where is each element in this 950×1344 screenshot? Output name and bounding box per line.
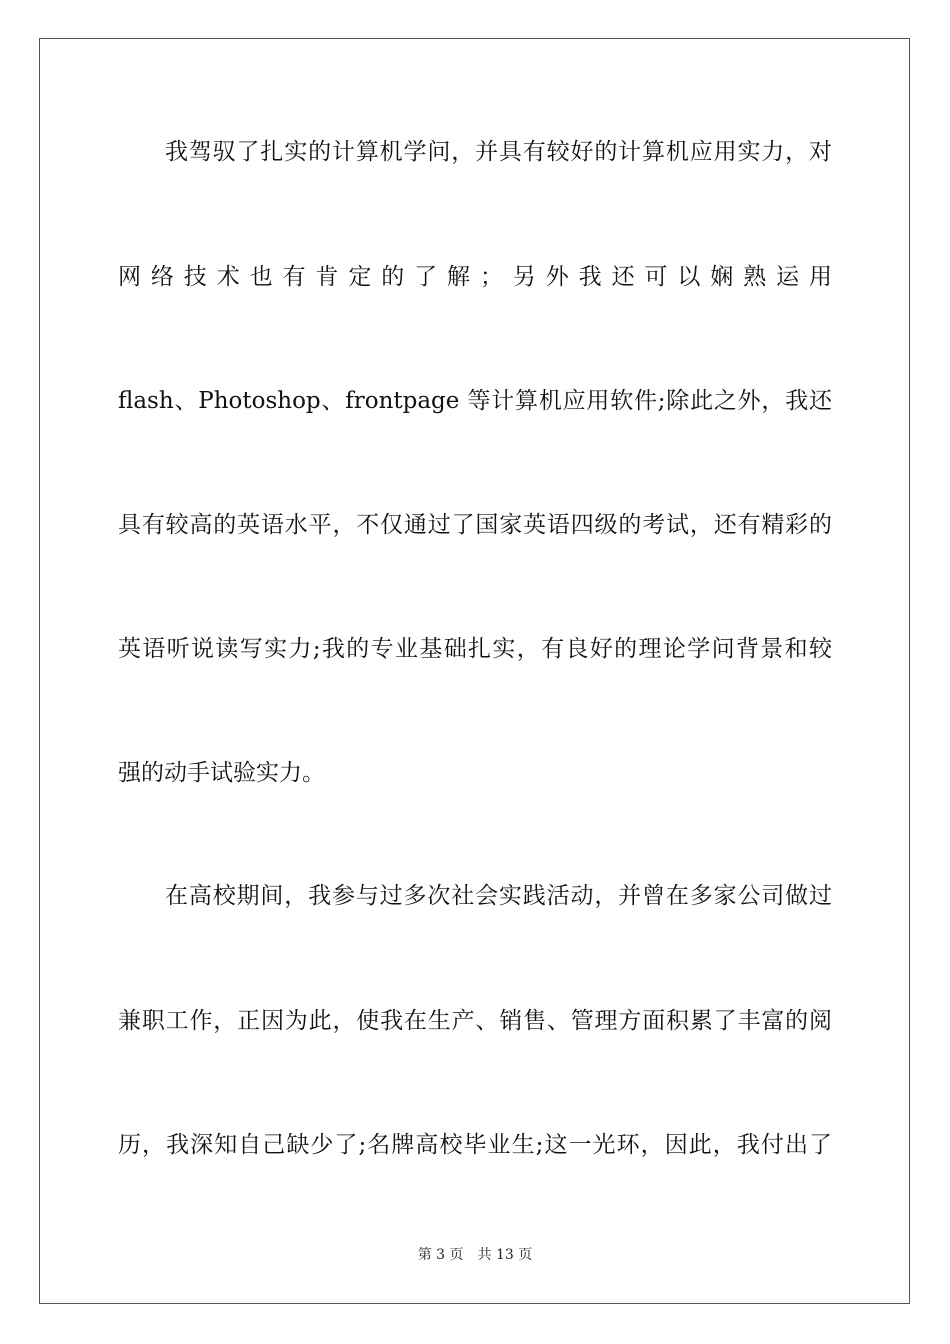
text-line: 历，我深知自己缺少了;名牌高校毕业生;这一光环，因此，我付出了 (118, 1132, 832, 1158)
page-border (39, 38, 910, 1304)
text-line: 在高校期间，我参与过多次社会实践活动，并曾在多家公司做过 (165, 883, 832, 909)
text-line: flash、Photoshop、frontpage 等计算机应用软件;除此之外，我还 (118, 388, 832, 414)
text-line: 具有较高的英语水平，不仅通过了国家英语四级的考试，还有精彩的 (118, 512, 832, 538)
total-pages: 共 13 页 (477, 1247, 533, 1263)
text-line: 我驾驭了扎实的计算机学问，并具有较好的计算机应用实力，对 (165, 139, 832, 165)
text-line: 兼职工作，正因为此，使我在生产、销售、管理方面积累了丰富的阅 (118, 1008, 832, 1034)
page-number: 第 3 页 (417, 1247, 464, 1263)
page-footer (0, 1246, 950, 1264)
text-line: 强的动手试验实力。 (118, 760, 325, 786)
text-line: 网络技术也有肯定的了解；另外我还可以娴熟运用 (118, 264, 832, 290)
text-line: 英语听说读写实力;我的专业基础扎实，有良好的理论学问背景和较 (118, 636, 832, 662)
